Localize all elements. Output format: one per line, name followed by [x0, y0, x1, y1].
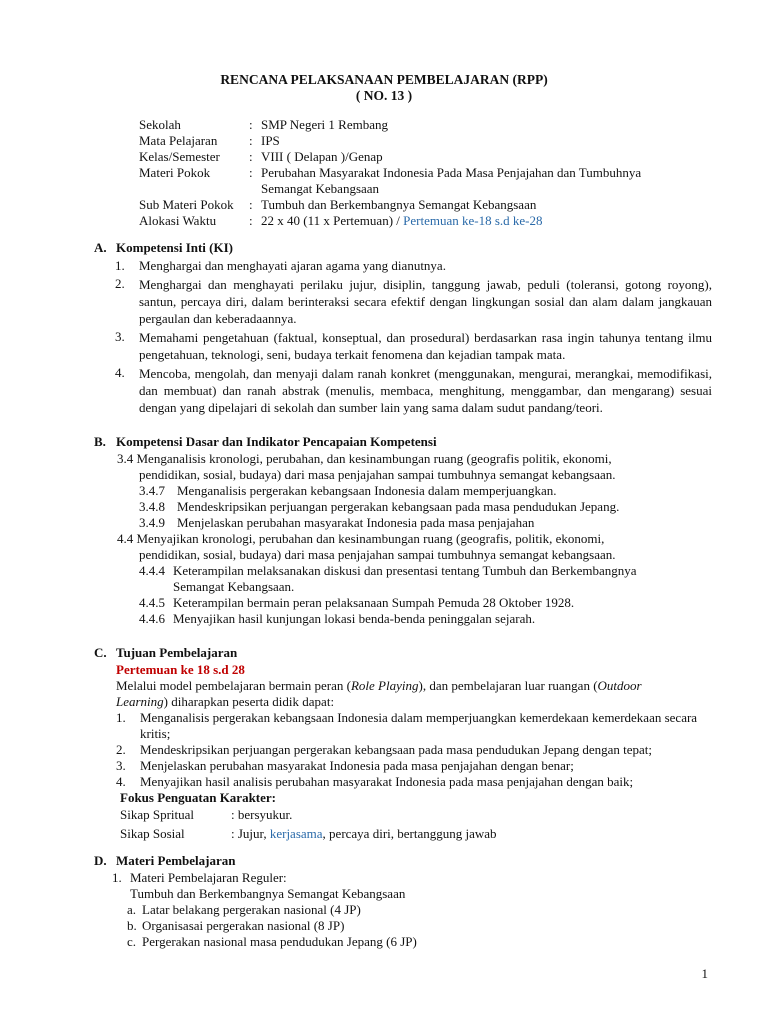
intro-role-playing: Role Playing	[350, 678, 419, 693]
attitude-text: , percaya diri, bertanggung jawab	[322, 826, 497, 841]
objectives-intro-cont	[116, 694, 716, 710]
item-number: 1.	[112, 870, 122, 885]
identity-value: Tumbuh dan Berkembangnya Semangat Kebangsaan	[261, 197, 537, 212]
meeting-range-highlight: Pertemuan ke-18 s.d ke-28	[403, 213, 543, 228]
section-letter: C.	[94, 645, 107, 660]
item-text: Memahami pengetahuan (faktual, konseptual, dan prosedural) berdasarkan rasa ingin tahunya tentang ilmu pengetahuan, teknologi, seni, budaya terkait fenomena dan kejadian tampak mata.	[139, 330, 712, 362]
page-number: 1	[701, 966, 708, 981]
objectives-block	[116, 662, 716, 842]
character-focus-title: Fokus Penguatan Karakter:	[120, 790, 276, 805]
materials-block	[112, 870, 712, 950]
kd-statement-cont: pendidikan, sosial, budaya) dari masa penjajahan sampai tumbuhnya semangat kebangsaan.	[139, 547, 616, 562]
item-text: Menghargai dan menghayati ajaran agama yang dianutnya.	[139, 258, 446, 273]
section-a-heading	[94, 240, 233, 256]
intro-text: ) diharapkan peserta didik dapat:	[163, 694, 335, 709]
section-d-heading	[94, 853, 235, 869]
list-item	[112, 870, 712, 886]
list-item	[116, 710, 716, 742]
attitude-value	[231, 826, 497, 842]
item-text: Latar belakang pergerakan nasional (4 JP)	[142, 902, 361, 917]
list-item	[115, 276, 712, 327]
item-number: 4.	[115, 365, 125, 380]
indicator-text-cont: Semangat Kebangsaan.	[173, 579, 295, 594]
item-number: 3.	[116, 758, 126, 773]
item-number: 4.	[116, 774, 126, 789]
identity-label: Sub Materi Pokok	[139, 197, 234, 212]
kd-statement: 4.4 Menyajikan kronologi, perubahan dan kesinambungan ruang (geografis, politik, ekonomi,	[117, 531, 605, 546]
identity-value: VIII ( Delapan )/Genap	[261, 149, 383, 164]
section-letter: A.	[94, 240, 107, 255]
list-item	[115, 365, 712, 416]
list-item	[112, 902, 712, 918]
identity-colon: :	[249, 133, 253, 148]
identity-row	[139, 197, 691, 213]
indicator-text: Menyajikan hasil kunjungan lokasi benda-benda peninggalan sejarah.	[173, 611, 536, 626]
kd-statement: 3.4 Menganalisis kronologi, perubahan, dan kesinambungan ruang (geografis politik, ekonomi,	[117, 451, 612, 466]
identity-row	[139, 133, 691, 149]
section-letter: D.	[94, 853, 107, 868]
identity-colon: :	[249, 149, 253, 164]
section-title: Kompetensi Dasar dan Indikator Pencapaian Kompetensi	[116, 434, 437, 449]
identity-value: Perubahan Masyarakat Indonesia Pada Masa Penjajahan dan Tumbuhnya Semangat Kebangsaan	[261, 165, 642, 196]
section-title: Tujuan Pembelajaran	[116, 645, 238, 660]
indicator-text: Menganalisis pergerakan kebangsaan Indonesia dalam memperjuangkan.	[177, 483, 557, 498]
section-title: Kompetensi Inti (KI)	[116, 240, 233, 255]
indicator-number: 3.4.7	[139, 483, 165, 498]
list-item	[112, 918, 712, 934]
identity-colon: :	[249, 197, 253, 212]
kd-block	[117, 451, 717, 627]
attitude-row	[116, 826, 716, 842]
intro-text: ), dan pembelajaran luar ruangan (	[418, 678, 598, 693]
identity-colon: :	[249, 165, 253, 180]
item-text: Menganalisis pergerakan kebangsaan Indonesia dalam memperjuangkan kemerdekaan kemerdekaan secara kritis;	[140, 710, 698, 741]
ki-list	[115, 258, 712, 416]
indicator-item	[139, 515, 717, 531]
identity-value	[261, 213, 691, 229]
section-c-heading	[94, 645, 237, 661]
item-letter: b.	[127, 918, 137, 933]
kd-statement-cont: pendidikan, sosial, budaya) dari masa penjajahan sampai tumbuhnya semangat kebangsaan.	[139, 467, 616, 482]
indicator-number: 4.4.6	[139, 611, 165, 626]
time-allocation: 22 x 40 (11 x Pertemuan) /	[261, 213, 404, 228]
indicator-text: Mendeskripsikan perjuangan pergerakan kebangsaan pada masa pendudukan Jepang.	[177, 499, 620, 514]
identity-value: IPS	[261, 133, 280, 148]
indicator-item	[139, 611, 717, 627]
indicator-number: 4.4.5	[139, 595, 165, 610]
list-item	[112, 934, 712, 950]
identity-label: Mata Pelajaran	[139, 133, 218, 148]
identity-row	[139, 165, 691, 197]
identity-table	[139, 117, 691, 229]
indicator-text: Keterampilan melaksanakan diskusi dan presentasi tentang Tumbuh dan Berkembangnya	[173, 563, 637, 578]
item-number: 3.	[115, 329, 125, 344]
indicator-number: 3.4.8	[139, 499, 165, 514]
indicator-item	[139, 595, 717, 611]
indicator-item	[139, 563, 717, 595]
item-number: 2.	[115, 276, 125, 291]
indicator-text: Keterampilan bermain peran pelaksanaan Sumpah Pemuda 28 Oktober 1928.	[173, 595, 575, 610]
intro-outdoor: Outdoor	[597, 678, 642, 693]
attitude-label: Sikap Sosial	[120, 826, 185, 841]
item-text: Pergerakan nasional masa pendudukan Jepang (6 JP)	[142, 934, 417, 949]
item-text: Mendeskripsikan perjuangan pergerakan kebangsaan pada masa pendudukan Jepang dengan tepat;	[140, 742, 652, 757]
identity-colon: :	[249, 117, 253, 132]
item-letter: c.	[127, 934, 137, 949]
item-letter: a.	[127, 902, 137, 917]
attitude-row	[116, 807, 716, 823]
indicator-number: 3.4.9	[139, 515, 165, 530]
list-item	[116, 758, 716, 774]
indicator-item	[139, 499, 717, 515]
identity-label: Alokasi Waktu	[139, 213, 217, 228]
item-number: 2.	[116, 742, 126, 757]
list-item	[116, 742, 716, 758]
item-text: Organisasai pergerakan nasional (8 JP)	[142, 918, 345, 933]
identity-label: Materi Pokok	[139, 165, 211, 180]
intro-learning: Learning	[116, 694, 164, 709]
attitude-text: : Jujur,	[231, 826, 270, 841]
indicator-item	[139, 483, 717, 499]
identity-row	[139, 117, 691, 133]
indicator-number: 4.4.4	[139, 563, 165, 578]
item-text: Mencoba, mengolah, dan menyaji dalam ranah konkret (menggunakan, mengurai, merangkai, memodifikasi, dan membuat) dan ranah abstrak (menulis, membaca, menghitung, menggambar, dan mengarang) sesuai dengan yang dipelajari di sekolah dan sumber lain yang sama dalam sudut pandang/teori.	[139, 366, 712, 415]
section-title: Materi Pembelajaran	[116, 853, 236, 868]
item-text: Menghargai dan menghayati perilaku jujur, disiplin, tanggung jawab, peduli (toleransi, gotong royong), santun, percaya diri, dalam berinteraksi secara efektif dengan lingkungan sosial dan alam dalam jangkauan pergaulan dan keberadaannya.	[139, 277, 712, 326]
identity-row	[139, 149, 691, 165]
document-title: RENCANA PELAKSANAAN PEMBELAJARAN (RPP)	[220, 72, 548, 87]
item-text: Materi Pembelajaran Reguler:	[130, 870, 287, 885]
intro-text: Melalui model pembelajaran bermain peran (	[116, 678, 351, 693]
material-topic: Tumbuh dan Berkembangnya Semangat Kebangsaan	[130, 886, 406, 901]
list-item	[116, 774, 716, 790]
list-item	[115, 258, 712, 274]
item-text: Menyajikan hasil analisis perubahan masyarakat Indonesia pada masa penjajahan dengan baik;	[140, 774, 634, 789]
attitude-highlight: kerjasama	[269, 826, 323, 841]
identity-row	[139, 213, 691, 229]
identity-colon: :	[249, 213, 253, 228]
identity-label: Kelas/Semester	[139, 149, 220, 164]
attitude-value: : bersyukur.	[231, 807, 293, 822]
attitude-label: Sikap Spritual	[120, 807, 195, 822]
item-text: Menjelaskan perubahan masyarakat Indonesia pada masa penjajahan dengan benar;	[140, 758, 574, 773]
identity-value: SMP Negeri 1 Rembang	[261, 117, 388, 132]
item-number: 1.	[116, 710, 126, 725]
indicator-text: Menjelaskan perubahan masyarakat Indonesia pada masa penjajahan	[177, 515, 535, 530]
section-letter: B.	[94, 434, 106, 449]
item-number: 1.	[115, 258, 125, 273]
section-b-heading	[94, 434, 437, 450]
document-number: ( NO. 13 )	[355, 88, 413, 103]
list-item	[115, 329, 712, 363]
objectives-intro	[116, 678, 716, 694]
identity-label: Sekolah	[139, 117, 181, 132]
meeting-label: Pertemuan ke 18 s.d 28	[116, 662, 245, 677]
